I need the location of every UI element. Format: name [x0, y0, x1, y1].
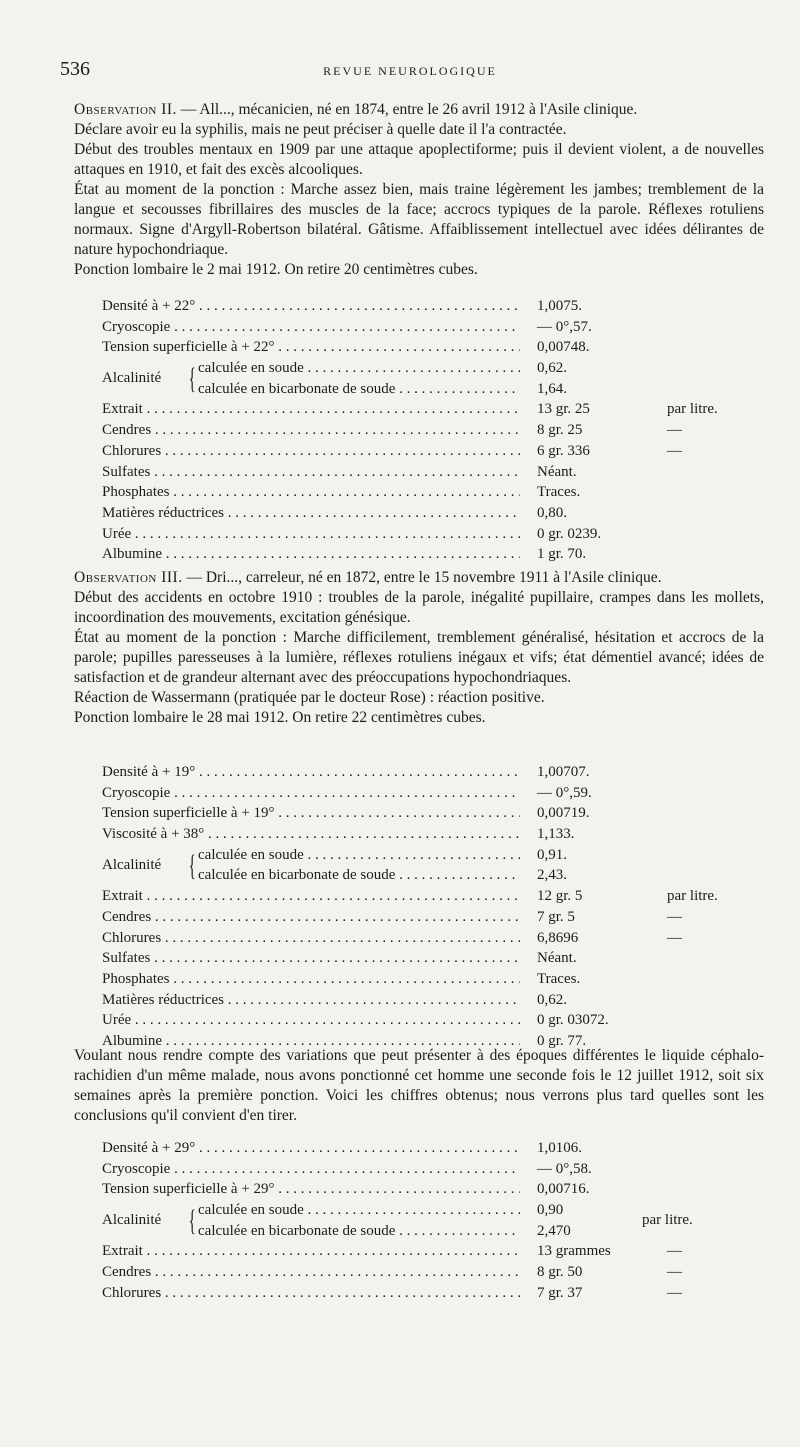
row-label: calculée en bicarbonate de soude . . . [198, 1223, 520, 1240]
obs3-label: Observation III. [74, 569, 183, 586]
row-unit: — [667, 929, 682, 946]
obs2-intro: — All..., mécanicien, né en 1874, entre le 26 avril 1912 à l'Asile clinique. [176, 101, 638, 118]
row-value: 6 gr. 336 [537, 442, 590, 459]
obs2-p3: État au moment de la ponction : Marche assez bien, mais traine légèrement les jambes; tremblement de la langue et secousses fibrillaires des muscles de la face; accrocs typiques de la parole. Réflexes rotuliens normaux. Signe d'Argyll-Robertson bilatéral. Gâtisme. Affaiblissement intellectuel avec idées délirantes de nature hypochondriaque. [74, 181, 764, 258]
row-unit: — [667, 422, 682, 439]
row-unit: par litre. [667, 888, 718, 905]
alcalinite-row [102, 847, 762, 888]
obs2-p1: Déclare avoir eu la syphilis, mais ne peut préciser à quelle date il l'a contractée. [74, 121, 567, 138]
row-unit: — [667, 442, 682, 459]
row-value: Traces. [537, 970, 581, 987]
table-row [102, 1285, 762, 1306]
table-row [102, 992, 762, 1013]
row-label: Alcalinité [102, 1212, 162, 1229]
row-value: 6,8696 [537, 929, 579, 946]
row-unit: par litre. [667, 401, 718, 418]
table-row [102, 950, 762, 971]
row-value: 0 gr. 03072. [537, 1012, 609, 1029]
row-value: 8 gr. 25 [537, 422, 583, 439]
page-number: 536 [60, 58, 90, 80]
row-value: 0,62. [537, 991, 567, 1008]
table-row [102, 971, 762, 992]
table-row [102, 1243, 762, 1264]
row-value: 0,62. [537, 360, 567, 377]
row-value: 0,00716. [537, 1181, 590, 1198]
row-label: Cendres . . . [102, 909, 520, 926]
row-label: Densité à + 19° . . . [102, 764, 520, 781]
table-row [102, 1140, 762, 1161]
row-value: 0,91. [537, 846, 567, 863]
row-label: Densité à + 22° . . . [102, 298, 520, 315]
row-label: calculée en soude . . . [198, 847, 520, 864]
table-row [102, 464, 762, 485]
obs3-p4: Ponction lombaire le 28 mai 1912. On retire 22 centimètres cubes. [74, 709, 486, 726]
row-value: — 0°,57. [537, 318, 592, 335]
table-row [102, 546, 762, 567]
row-value: 2,43. [537, 867, 567, 884]
row-label: Sulfates . . . [102, 464, 520, 481]
row-value: 8 gr. 50 [537, 1264, 583, 1281]
row-value: 0 gr. 0239. [537, 525, 602, 542]
row-unit: — [667, 1264, 682, 1281]
table-row [102, 1181, 762, 1202]
obs2-table [102, 298, 762, 567]
row-value: 0 gr. 77. [537, 1032, 587, 1049]
obs3-table [102, 764, 762, 1054]
row-unit: par litre. [642, 1212, 693, 1229]
table-row [102, 930, 762, 951]
obs3-p2: État au moment de la ponction : Marche difficilement, tremblement généralisé, hésitation et accrocs de la parole; pupilles paresseuses à la lumière, réflexes rotuliens inégaux et vifs; état démentiel avancé; idées de satisfaction et de grandeur alternant avec des préoccupations hypochondriaques. [74, 629, 764, 686]
row-label: Urée . . . [102, 1012, 520, 1029]
row-label: Densité à + 29° . . . [102, 1140, 520, 1157]
row-value: 0,00719. [537, 805, 590, 822]
followup-paragraph: Voulant nous rendre compte des variations que peut présenter à des époques différentes le liquide céphalo-rachidien d'un même malade, nous avons ponctionné cet homme une seconde fois le 12 juillet 1912, soit six semaines après la première ponction. Voici les chiffres obtenus; nous verrons plus tard quelles sont les conclusions qu'il convient d'en tirer. [74, 1047, 764, 1124]
row-value: 13 grammes [537, 1243, 611, 1260]
table-row [102, 909, 762, 930]
obs3-p3: Réaction de Wassermann (pratiquée par le docteur Rose) : réaction positive. [74, 689, 545, 706]
row-label: Phosphates . . . [102, 484, 520, 501]
row-label: calculée en soude . . . [198, 1202, 520, 1219]
row-value: — 0°,58. [537, 1160, 592, 1177]
table-row [102, 319, 762, 340]
table-row [102, 888, 762, 909]
row-value: 0,90 [537, 1202, 564, 1219]
row-unit: — [667, 1243, 682, 1260]
row-value: 13 gr. 25 [537, 401, 590, 418]
obs3-p1: Début des accidents en octobre 1910 : troubles de la parole, inégalité pupillaire, crampes dans les mollets, incoordination des mouvements, excitation génésique. [74, 589, 764, 626]
row-label: calculée en bicarbonate de soude . . . [198, 867, 520, 884]
row-label: Phosphates . . . [102, 971, 520, 988]
row-label: Alcalinité [102, 370, 162, 387]
row-value: 0,80. [537, 504, 567, 521]
table-row [102, 526, 762, 547]
row-label: Chlorures . . . [102, 930, 520, 947]
row-label: Chlorures . . . [102, 1285, 520, 1302]
obs2-text [58, 100, 764, 280]
alcalinite-row [102, 360, 762, 401]
table-row [102, 298, 762, 319]
row-label: Matières réductrices . . . [102, 505, 520, 522]
row-value: Traces. [537, 484, 581, 501]
table-row [102, 785, 762, 806]
row-label: calculée en soude . . . [198, 360, 520, 377]
row-value: 1 gr. 70. [537, 546, 587, 563]
row-value: 7 gr. 37 [537, 1284, 583, 1301]
row-label: Extrait . . . [102, 888, 520, 905]
obs2-label: Observation II. [74, 101, 177, 118]
row-value: 0,00748. [537, 339, 590, 356]
obs3-intro: — Dri..., carreleur, né en 1872, entre le 15 novembre 1911 à l'Asile clinique. [182, 569, 662, 586]
row-value: 7 gr. 5 [537, 908, 575, 925]
row-label: Tension superficielle à + 19° . . . [102, 805, 520, 822]
obs2-p4: Ponction lombaire le 2 mai 1912. On retire 20 centimètres cubes. [74, 261, 478, 278]
table-row [102, 826, 762, 847]
row-label: Matières réductrices . . . [102, 992, 520, 1009]
row-label: Albumine . . . [102, 1033, 520, 1050]
table-row [102, 339, 762, 360]
row-value: Néant. [537, 950, 577, 967]
row-value: 1,00707. [537, 764, 590, 780]
row-value: 1,0075. [537, 298, 582, 314]
row-value: 2,470 [537, 1222, 571, 1239]
table-row [102, 505, 762, 526]
obs3-text [58, 568, 764, 728]
table-row [102, 1264, 762, 1285]
row-label: Tension superficielle à + 22° . . . [102, 339, 520, 356]
row-value: 12 gr. 5 [537, 888, 583, 905]
row-value: 1,133. [537, 826, 575, 843]
brace: { [188, 848, 196, 882]
table-row [102, 764, 762, 785]
row-unit: — [667, 1284, 682, 1301]
row-unit: — [667, 908, 682, 925]
row-label: Alcalinité [102, 856, 162, 873]
table-row [102, 1012, 762, 1033]
table-row [102, 422, 762, 443]
table-row [102, 401, 762, 422]
obs2-p2: Début des troubles mentaux en 1909 par une attaque apoplectiforme; puis il devient violent, a de nouvelles attaques en 1910, et fait des excès alcooliques. [74, 141, 764, 178]
row-label: Cendres . . . [102, 422, 520, 439]
brace: { [188, 362, 196, 396]
row-label: Cendres . . . [102, 1264, 520, 1281]
row-label: Cryoscopie . . . [102, 319, 520, 336]
row-label: Extrait . . . [102, 401, 520, 418]
row-label: Extrait . . . [102, 1243, 520, 1260]
table-row [102, 1161, 762, 1182]
followup-text [58, 1046, 764, 1126]
followup-table [102, 1140, 762, 1306]
row-label: Tension superficielle à + 29° . . . [102, 1181, 520, 1198]
running-title: REVUE NEUROLOGIQUE [323, 64, 497, 78]
row-label: Sulfates . . . [102, 950, 520, 967]
brace: { [188, 1204, 196, 1238]
row-value: 1,64. [537, 380, 567, 397]
row-value: Néant. [537, 463, 577, 480]
table-row [102, 805, 762, 826]
row-label: Urée . . . [102, 526, 520, 543]
alcalinite-row [102, 1202, 762, 1243]
row-label: calculée en bicarbonate de soude . . . [198, 381, 520, 398]
table-row [102, 443, 762, 464]
page-header [60, 58, 760, 88]
row-label: Chlorures . . . [102, 443, 520, 460]
table-row [102, 484, 762, 505]
row-value: — 0°,59. [537, 784, 592, 801]
row-label: Cryoscopie . . . [102, 1161, 520, 1178]
row-value: 1,0106. [537, 1140, 582, 1156]
row-label: Albumine . . . [102, 546, 520, 563]
row-label: Viscosité à + 38° . . . [102, 826, 520, 843]
row-label: Cryoscopie . . . [102, 785, 520, 802]
